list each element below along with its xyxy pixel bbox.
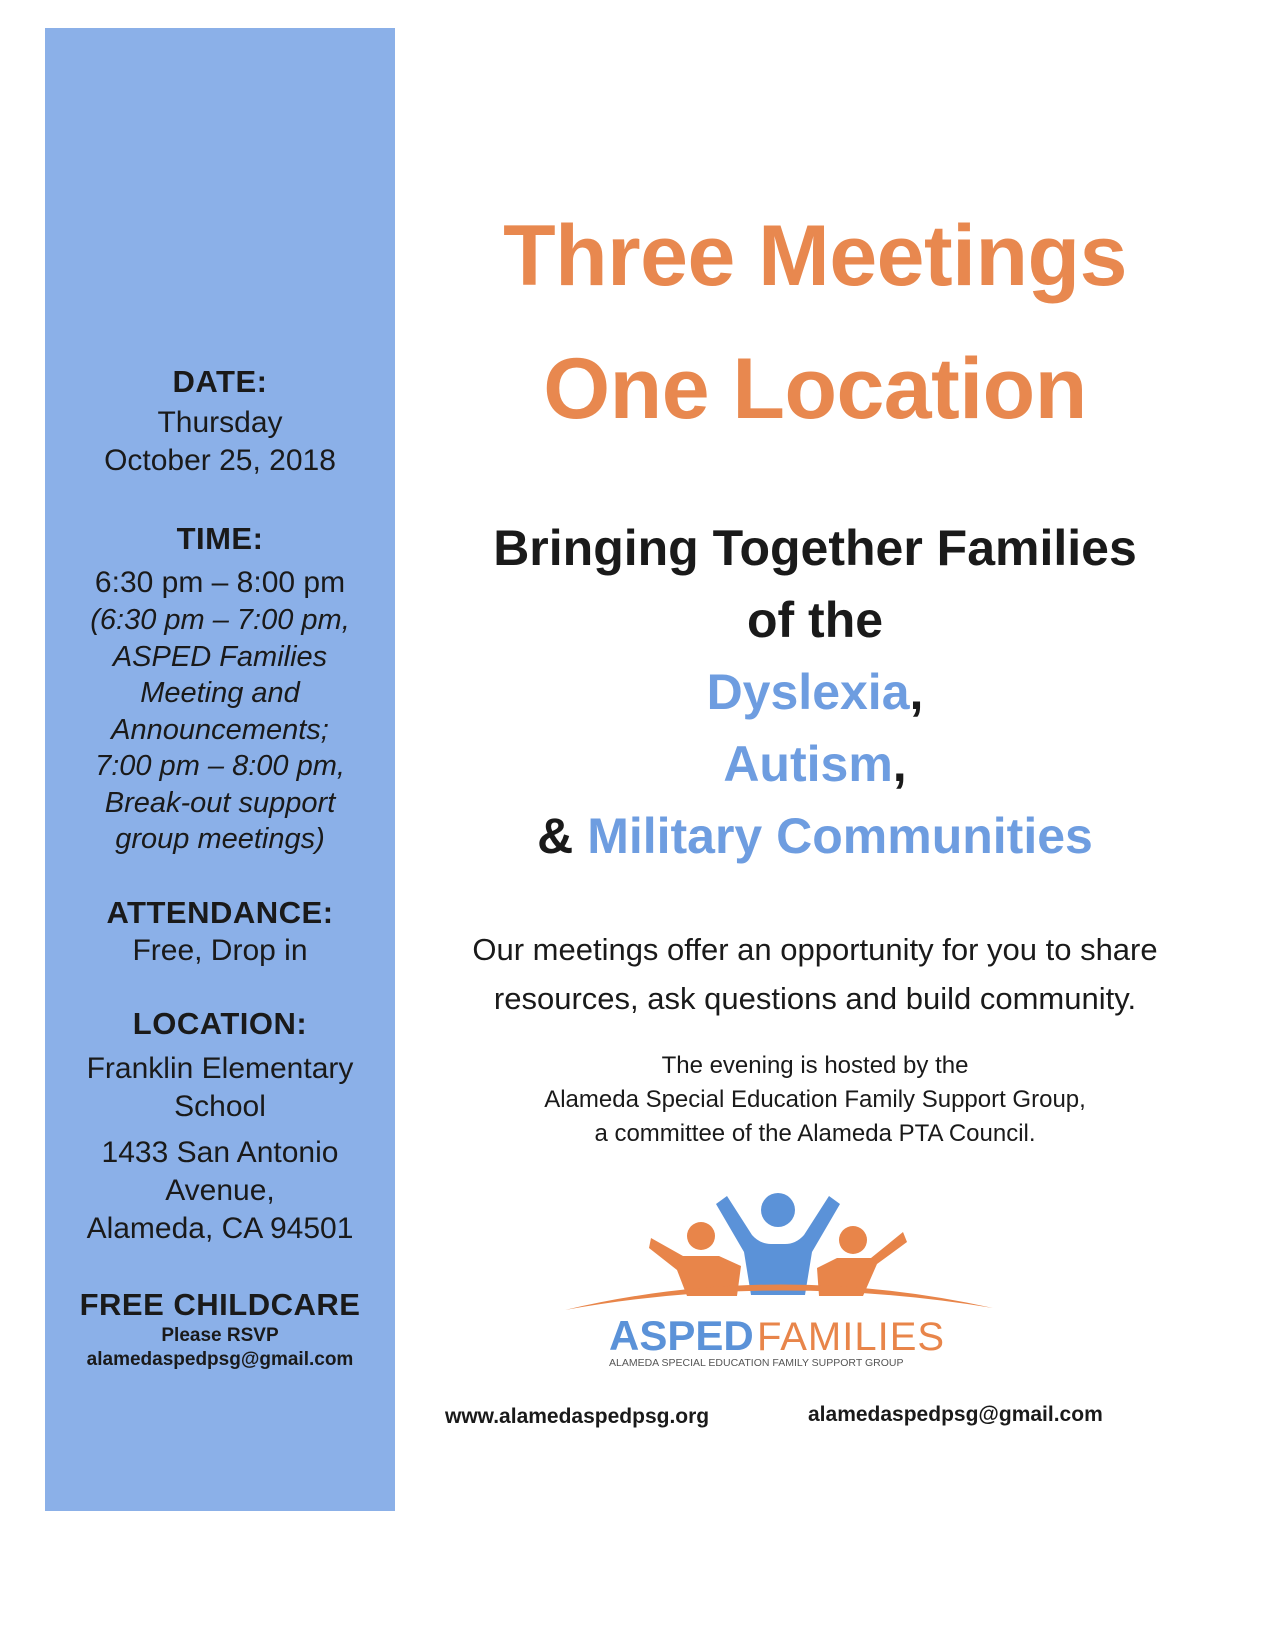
location-name-line: Franklin Elementary	[86, 1052, 354, 1085]
time-section	[45, 520, 395, 858]
headline-line-2: One Location	[543, 341, 1087, 437]
logo-tagline: ALAMEDA SPECIAL EDUCATION FAMILY SUPPORT GROUP	[609, 1357, 904, 1369]
subheading	[400, 512, 1230, 872]
time-heading: TIME:	[176, 521, 264, 556]
community-military	[400, 800, 1230, 872]
offer-paragraph	[400, 925, 1230, 1023]
dyslexia-label: Dyslexia	[706, 664, 910, 720]
rsvp-label: Please RSVP	[161, 1325, 279, 1346]
people-icon	[565, 1193, 993, 1310]
attendance-section	[45, 894, 395, 970]
website-link[interactable]: www.alamedaspedpsg.org	[445, 1405, 710, 1428]
contact-email-link[interactable]: alamedaspedpsg@gmail.com	[808, 1403, 1103, 1426]
location-address-line: Alameda, CA 94501	[86, 1212, 354, 1245]
logo-word-families: FAMILIES	[757, 1315, 946, 1359]
offer-line-2: resources, ask questions and build community.	[493, 981, 1137, 1016]
attendance-heading: ATTENDANCE:	[106, 895, 334, 930]
hosted-line-2: Alameda Special Education Family Support Group,	[544, 1086, 1086, 1113]
logo-word-asped: ASPED	[609, 1312, 754, 1359]
time-detail-line: Break-out support	[104, 786, 336, 819]
date-heading: DATE:	[172, 364, 268, 399]
comma: ,	[892, 736, 907, 792]
offer-line-1: Our meetings offer an opportunity for you to share	[472, 932, 1158, 967]
subheading-line-2: of the	[746, 592, 884, 648]
location-name-line: School	[174, 1090, 266, 1123]
ampersand: &	[537, 808, 574, 864]
location-address-line: Avenue,	[165, 1174, 275, 1207]
date-day: Thursday	[157, 406, 283, 439]
attendance-value: Free, Drop in	[132, 934, 308, 967]
hosted-by-paragraph	[400, 1049, 1230, 1151]
time-detail-line: 7:00 pm – 8:00 pm,	[95, 750, 345, 782]
date-section	[45, 363, 395, 480]
autism-label: Autism	[723, 736, 893, 792]
comma: ,	[909, 664, 924, 720]
time-detail-line: ASPED Families	[112, 640, 328, 673]
asped-families-logo	[565, 1180, 1005, 1370]
community-dyslexia	[400, 656, 1230, 728]
time-detail-line: Meeting and	[140, 677, 300, 709]
hosted-line-1: The evening is hosted by the	[661, 1052, 969, 1079]
time-detail-line: group meetings)	[115, 823, 325, 855]
location-section	[45, 1005, 395, 1248]
childcare-heading: FREE CHILDCARE	[79, 1287, 361, 1322]
community-autism	[400, 728, 1230, 800]
info-sidebar	[45, 28, 395, 1511]
headline	[400, 190, 1230, 456]
childcare-section	[45, 1286, 395, 1372]
hosted-line-3: a committee of the Alameda PTA Council.	[594, 1120, 1036, 1147]
headline-line-1: Three Meetings	[503, 208, 1127, 304]
time-detail-line: (6:30 pm – 7:00 pm,	[90, 604, 350, 636]
military-label: Military Communities	[587, 808, 1093, 864]
time-range: 6:30 pm – 8:00 pm	[94, 566, 346, 599]
location-heading: LOCATION:	[132, 1006, 308, 1041]
subheading-line-1: Bringing Together Families	[493, 520, 1137, 576]
location-address-line: 1433 San Antonio	[101, 1136, 339, 1169]
date-full: October 25, 2018	[104, 444, 336, 477]
time-detail-line: Announcements;	[111, 713, 329, 746]
rsvp-email[interactable]: alamedaspedpsg@gmail.com	[86, 1349, 354, 1370]
